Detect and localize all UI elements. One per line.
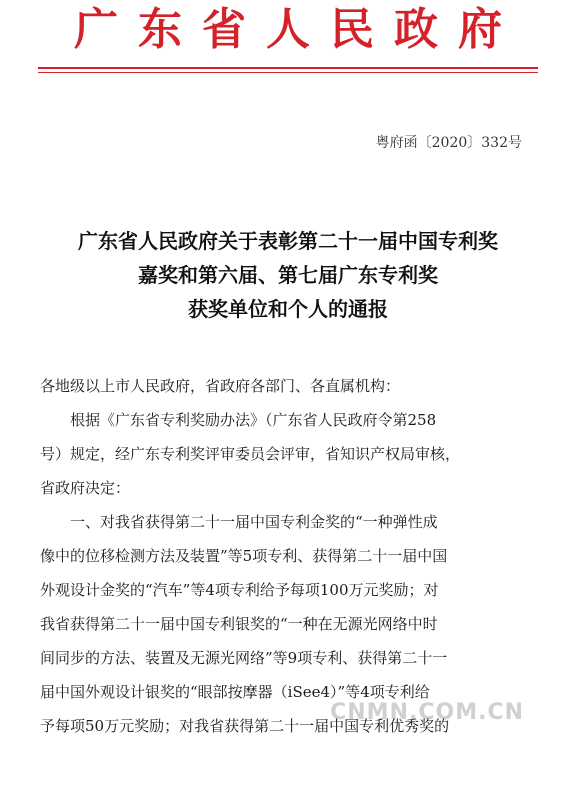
body-line: 省政府决定： (40, 479, 131, 497)
document-number: 粤府函〔2020〕332号 (375, 135, 522, 151)
body-line: 外观设计金奖的“汽车”等4项专利给予每项100万元奖励；对 (40, 581, 439, 599)
body-line: 予每项50万元奖励；对我省获得第二十一届中国专利优秀奖的 (40, 717, 450, 735)
body-line: 我省获得第二十一届中国专利银奖的“一种在无源光网络中时 (40, 615, 438, 633)
body-line: 根据《广东省专利奖励办法》（广东省人民政府令第258 (70, 411, 437, 429)
body-line: 像中的位移检测方法及装置”等5项专利、获得第二十一届中国 (40, 547, 448, 565)
body-line: 号）规定，经广东专利奖评审委员会评审，省知识产权局审核， (40, 445, 461, 463)
title-line: 广东省人民政府关于表彰第二十一届中国专利奖 (78, 229, 498, 253)
title-line: 获奖单位和个人的通报 (188, 297, 388, 321)
masthead-title: 广东省人民政府 (74, 4, 522, 55)
body-line: 间同步的方法、装置及无源光网络”等9项专利、获得第二十一 (40, 649, 448, 667)
masthead-rule-thin (38, 72, 538, 73)
document-title (20, 224, 556, 326)
body-line: 届中国外观设计银奖的“眼部按摩器（iSee4）”等4项专利给 (40, 683, 430, 701)
title-line: 嘉奖和第六届、第七届广东专利奖 (138, 263, 438, 287)
salutation-line: 各地级以上市人民政府，省政府各部门、各直属机构： (40, 377, 401, 395)
watermark: CNMN.COM.CN (330, 700, 524, 725)
body-line: 一、对我省获得第二十一届中国专利金奖的“一种弹性成 (70, 513, 438, 531)
document-body (40, 369, 536, 743)
masthead-rule-thick (38, 67, 538, 69)
